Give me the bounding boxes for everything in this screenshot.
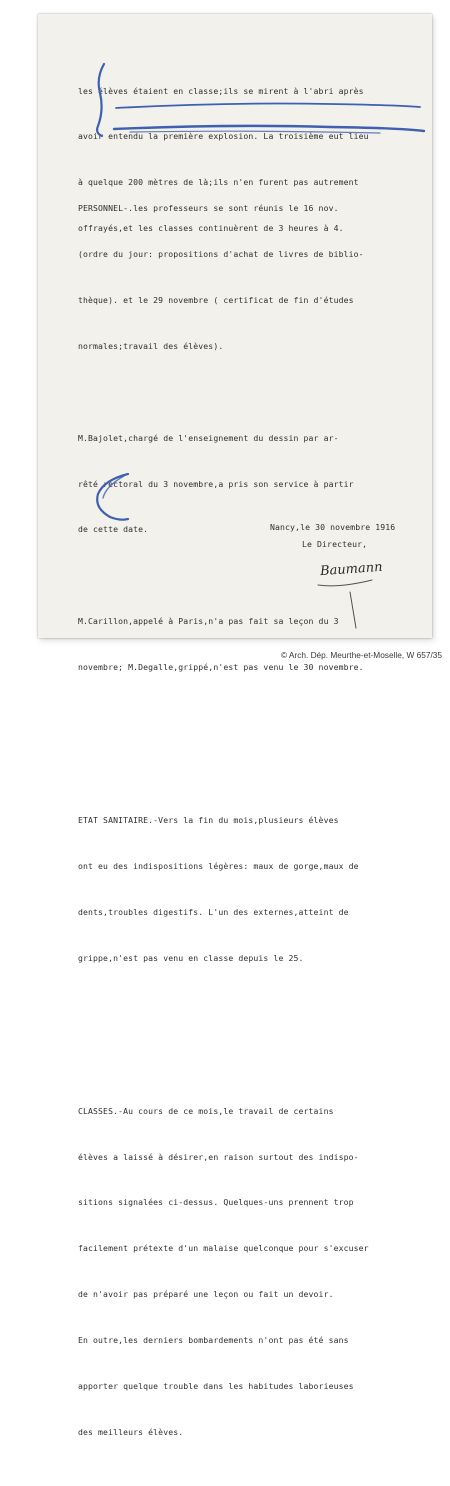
text-line: ont eu des indispositions légères: maux de gorge,maux de [78,860,359,871]
text-line: les élèves étaient en classe;ils se mirent à l'abri après [78,85,364,96]
text-line: à quelque 200 mètres de là;ils n'en furent pas autrement [78,177,359,188]
text-line: apporter quelque trouble dans les habitudes laborieuses [78,1381,354,1392]
date-line: Nancy,le 30 novembre 1916 [270,522,396,532]
archive-credit: © Arch. Dép. Meurthe-et-Moselle, W 657/35 [280,650,442,660]
text-line: (ordre du jour: propositions d'achat de livres de biblio- [78,249,364,260]
text-line: sitions signalées ci-dessus. Quelques-uns prennent trop [78,1197,354,1208]
text-line: M.Carillon,appelé à Paris,n'a pas fait sa leçon du 3 [78,616,339,627]
text-line: thèque). et le 29 novembre ( certificat de fin d'études [78,294,354,305]
blank-line [78,385,426,400]
text-line: de n'avoir pas préparé une leçon ou fait un devoir. [78,1289,334,1300]
text-line: En outre,les derniers bombardements n'ont pas été sans [78,1335,349,1346]
blank-line [78,706,426,721]
text-line: novembre; M.Degalle,grippé,n'est pas venu le 30 novembre. [78,662,364,673]
text-line: dents,troubles digestifs. L'un des externes,atteint de [78,906,349,917]
text-line: élèves a laissé à désirer,en raison surtout des indispo- [78,1151,359,1162]
text-line: facilement prétexte d'un malaise quelconque pour s'excuser [78,1243,369,1254]
text-line: de cette date. [78,524,149,535]
text-line: des meilleurs élèves. [78,1426,184,1437]
text-line: avoir entendu la première explosion. La troisième eut lieu [78,131,369,142]
text-line: offrayés,et les classes continuèrent de 3 heures à 4. [78,223,344,234]
signatory-title: Le Directeur, [302,539,368,549]
text-line: M.Bajolet,chargé de l'enseignement du dessin par ar- [78,432,339,443]
text-line: ETAT SANITAIRE.-Vers la fin du mois,plusieurs élèves [78,815,339,826]
text-line: grippe,n'est pas venu en classe depuis le 25. [78,952,304,963]
section-classes [78,1073,426,1471]
blank-line [78,997,426,1012]
text-line: normales;travail des élèves). [78,340,224,351]
section-personnel [78,171,426,752]
handwritten-signature: Baumann [319,559,383,580]
section-etat-sanitaire [78,782,426,1042]
text-line: rêté rectoral du 3 novembre,a pris son service à partir [78,478,354,489]
text-line: CLASSES.-Au cours de ce mois,le travail de certains [78,1105,334,1116]
body-text [78,140,426,1486]
text-line: PERSONNEL-.les professeurs se sont réunis le 16 nov. [78,203,339,214]
